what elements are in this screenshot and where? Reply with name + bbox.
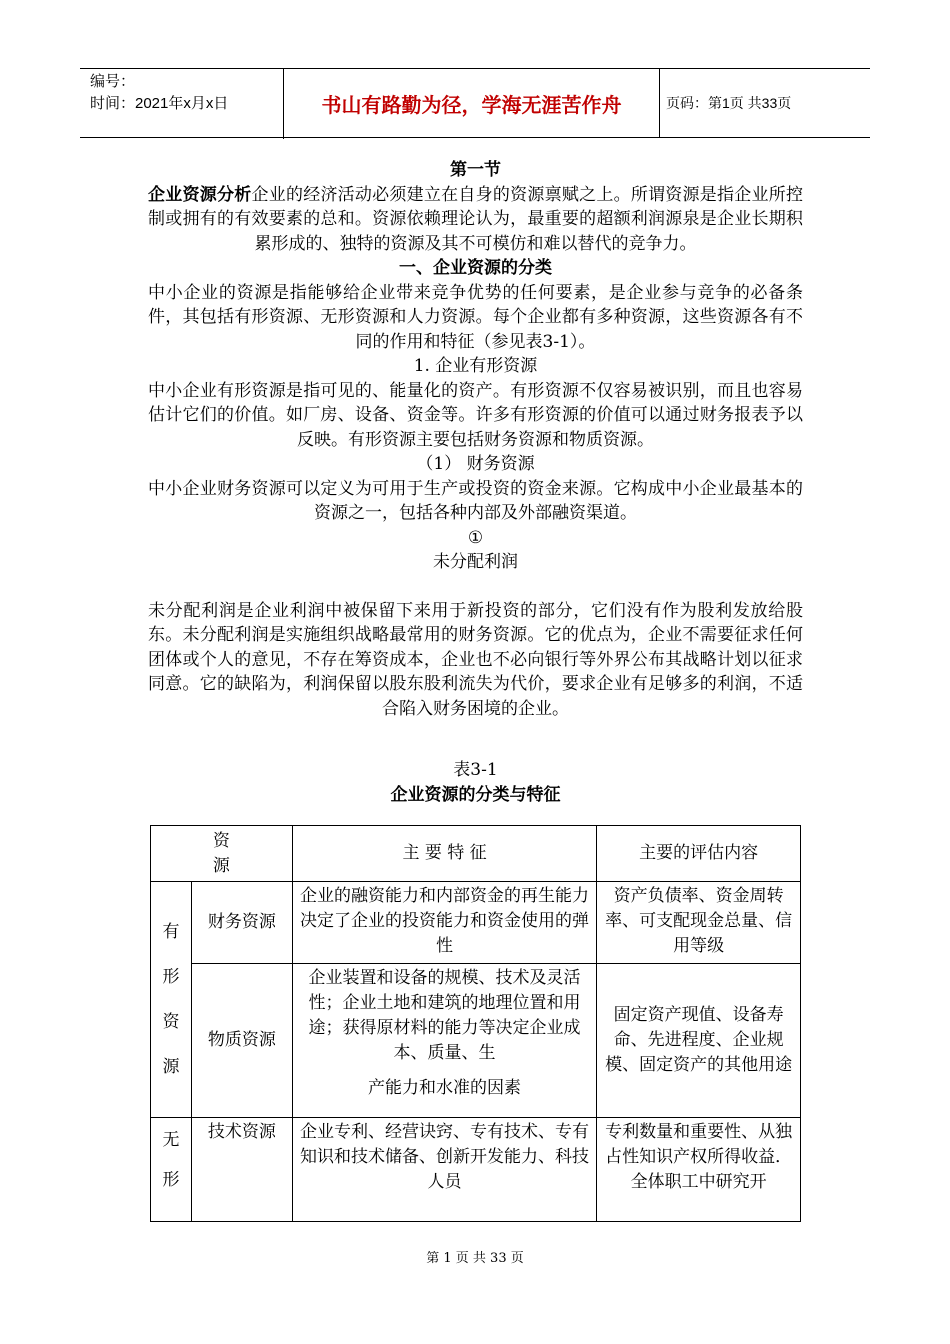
resource-eval: 资产负债率、资金周转率、可支配现金总量、信用等级 <box>597 882 801 964</box>
group-char: 形 <box>162 966 180 987</box>
resource-table <box>150 825 801 1222</box>
group-char: 有 <box>162 921 180 942</box>
heading-tangible: 1. 企业有形资源 <box>413 356 538 376</box>
resource-eval: 专利数量和重要性、从独占性知识产权所得收益．全体职工中研究开 <box>597 1118 801 1222</box>
table-row <box>151 882 801 964</box>
resource-name: 财务资源 <box>191 882 292 964</box>
heading-financial: （1） 财务资源 <box>416 454 535 474</box>
header-resource <box>151 826 293 882</box>
table-header-row <box>151 826 801 882</box>
page-footer: 第 1 页 共 33 页 <box>426 1251 524 1266</box>
page-header <box>80 68 870 138</box>
paragraph-tangible: 中小企业有形资源是指可见的、能量化的资产。有形资源不仅容易被识别，而且也容易估计它们的价值。如厂房、设备、资金等。许多有形资源的价值可以通过财务报表予以反映。有形资源主要包括财务资源和物质资源。 <box>148 380 803 450</box>
group-tangible <box>151 882 192 1118</box>
header-feature: 主 要 特 征 <box>292 826 596 882</box>
resource-feature-extra: 产能力和水准的因素 <box>368 1078 522 1098</box>
paragraph-financial: 中小企业财务资源可以定义为可用于生产或投资的资金来源。它构成中小企业最基本的资源之一，包括各种内部及外部融资渠道。 <box>148 478 803 523</box>
doc-date: 时间：2021年x月x日 <box>90 95 229 112</box>
circled-number: ① <box>467 527 484 548</box>
group-char: 无 <box>162 1130 180 1150</box>
table-number: 表3-1 <box>453 760 498 780</box>
group-char: 资 <box>162 1011 180 1032</box>
resource-feature: 企业的融资能力和内部资金的再生能力决定了企业的投资能力和资金使用的弹性 <box>292 882 596 964</box>
resource-name: 技术资源 <box>191 1118 292 1222</box>
header-resource-line2: 源 <box>212 855 230 876</box>
group-char: 源 <box>162 1056 180 1077</box>
section-title: 第一节 <box>450 160 501 180</box>
heading-retained-earnings: 未分配利润 <box>433 552 518 572</box>
resource-eval: 固定资产现值、设备寿命、先进程度、企业规模、固定资产的其他用途 <box>597 964 801 1118</box>
resource-feature <box>292 964 596 1118</box>
document-body <box>148 158 803 721</box>
intro-bold: 企业资源分析 <box>148 184 252 205</box>
table-row <box>151 964 801 1118</box>
intro-text: 企业的经济活动必须建立在自身的资源禀赋之上。所谓资源是指企业所控制或拥有的有效要素的总和。资源依赖理论认为，最重要的超额利润源泉是企业长期积累形成的、独特的资源及其不可模仿和难以替代的竞争力。 <box>148 184 804 254</box>
paragraph-retained-earnings: 未分配利润是企业利润中被保留下来用于新投资的部分，它们没有作为股利发放给股东。未分配利润是实施组织战略最常用的财务资源。它的优点为，企业不需要征求任何团体或个人的意见，不存在筹资成本，企业也不必向银行等外界公布其战略计划以征求同意。它的缺陷为，利润保留以股东股利流失为代价，要求企业有足够多的利润，不适合陷入财务困境的企业。 <box>148 600 803 719</box>
header-resource-line1: 资 <box>212 830 230 851</box>
intro-paragraph <box>148 183 803 257</box>
heading-classification: 一、企业资源的分类 <box>399 258 552 278</box>
resource-name: 物质资源 <box>191 964 292 1118</box>
group-char: 形 <box>162 1170 180 1190</box>
doc-number: 编号： <box>90 73 136 90</box>
header-motto: 书山有路勤为径，学海无涯苦作舟 <box>284 69 660 137</box>
resource-feature-text: 企业装置和设备的规模、技术及灵活性；企业土地和建筑的地理位置和用途；获得原材料的能力等决定企业成本、质量、生 <box>308 968 581 1063</box>
table-title: 企业资源的分类与特征 <box>390 785 561 805</box>
group-intangible <box>151 1118 192 1222</box>
header-eval: 主要的评估内容 <box>597 826 801 882</box>
resource-feature: 企业专利、经营诀窍、专有技术、专有知识和技术储备、创新开发能力、科技人员 <box>292 1118 596 1222</box>
header-page-count: 页码：第1页 共33页 <box>666 95 792 111</box>
table-row <box>151 1118 801 1222</box>
paragraph-classification: 中小企业的资源是指能够给企业带来竞争优势的任何要素，是企业参与竞争的必备条件，其包括有形资源、无形资源和人力资源。每个企业都有多种资源，这些资源各有不同的作用和特征（参见表3-1）。 <box>148 282 803 352</box>
header-meta <box>80 69 284 139</box>
